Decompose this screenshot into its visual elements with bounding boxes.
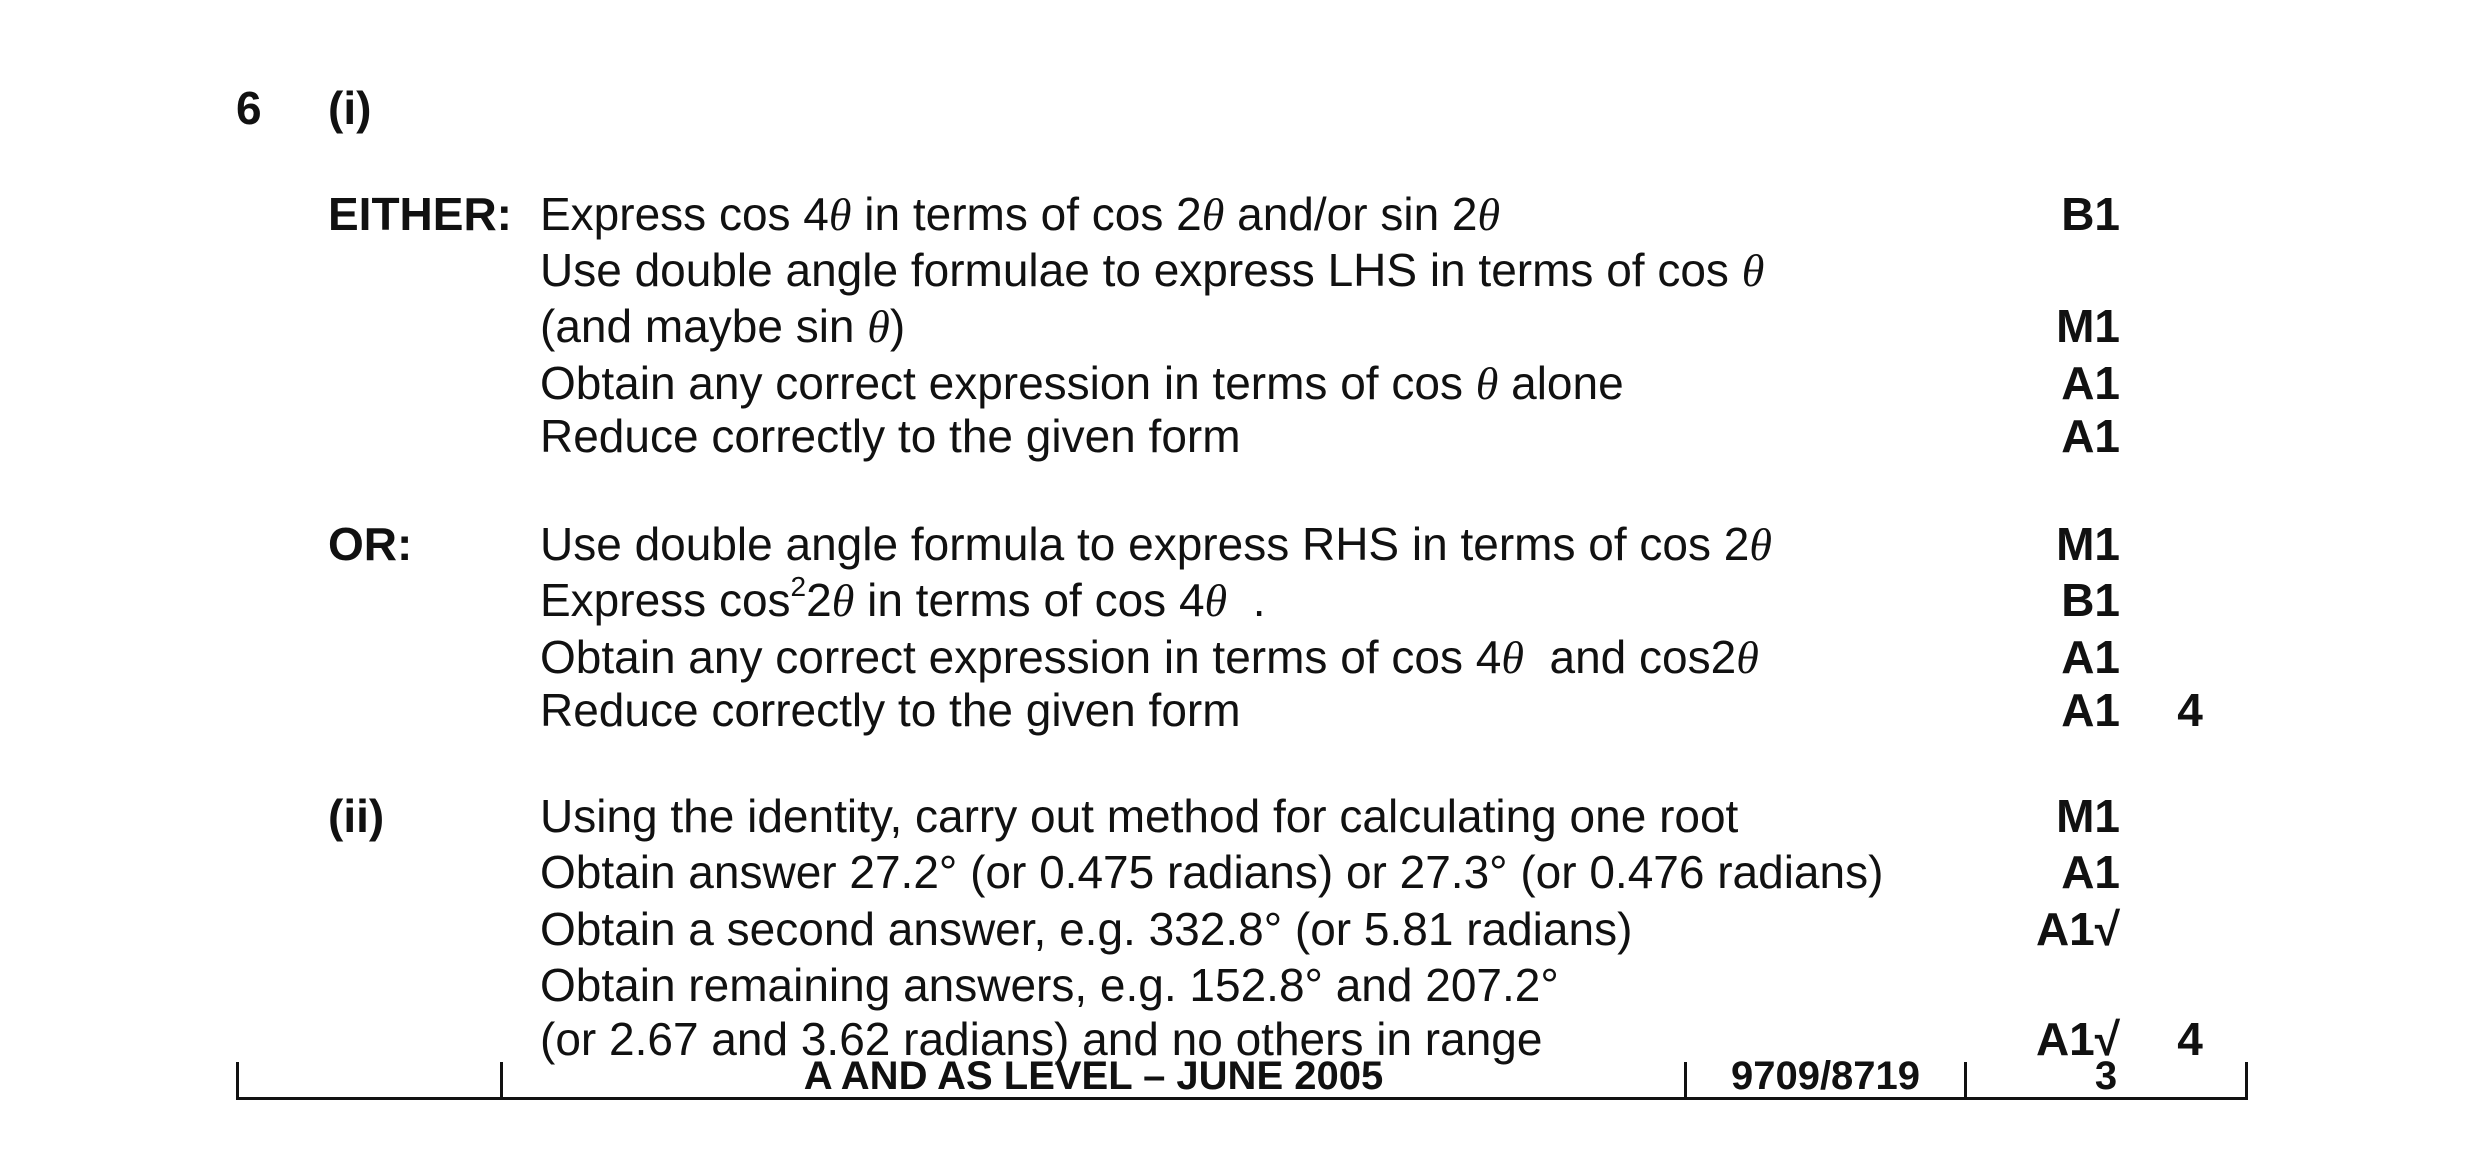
theta-symbol: θ [867, 301, 890, 352]
either-line-5: Reduce correctly to the given form [540, 410, 1241, 462]
mark-either-3: A1 [2061, 357, 2120, 409]
part-ii-total: 4 [2177, 1013, 2203, 1065]
theta-symbol: θ [1204, 575, 1228, 626]
theta-symbol: θ [1741, 245, 1765, 296]
footer-code: 9709/8719 [1730, 1054, 1921, 1098]
part-ii-line-4: Obtain remaining answers, e.g. 152.8° and 207.2° [540, 959, 1559, 1011]
part-ii-line-2: Obtain answer 27.2° (or 0.475 radians) or 27.3° (or 0.476 radians) [540, 846, 1884, 898]
either-line-3: (and maybe sin θ) [540, 300, 906, 352]
mark-ii-2: A1 [2061, 846, 2120, 898]
theta-symbol: θ [1736, 632, 1759, 683]
mark-either-4: A1 [2061, 410, 2120, 462]
theta-symbol: θ [1501, 632, 1524, 683]
mark-ii-3: A1√ [2035, 903, 2120, 955]
mark-ii-4: A1√ [2035, 1013, 2120, 1065]
footer-page: 3 [2094, 1054, 2118, 1098]
either-line-4: Obtain any correct expression in terms of cos θ alone [540, 357, 1624, 409]
part-ii-line-3: Obtain a second answer, e.g. 332.8° (or 5.81 radians) [540, 903, 1633, 955]
or-line-2: Express $\cos^22\theta$ in terms of cos 4θ . [540, 570, 1266, 626]
question-number: 6 [236, 82, 262, 134]
part-ii-label: (ii) [328, 790, 385, 842]
mark-either-1: B1 [2061, 188, 2120, 240]
part-i-total: 4 [2177, 684, 2203, 736]
theta-symbol: θ [1749, 519, 1772, 570]
theta-symbol: θ [1477, 189, 1501, 240]
part-ii-line-1: Using the identity, carry out method for calculating one root [540, 790, 1739, 842]
part-i-label: (i) [328, 82, 372, 134]
or-label: OR: [328, 518, 413, 570]
either-line-2: Use double angle formulae to express LHS in terms of cos θ [540, 244, 1765, 296]
mark-or-2: B1 [2061, 574, 2120, 626]
theta-symbol: θ [1201, 189, 1225, 240]
mark-ii-1: M1 [2056, 790, 2120, 842]
mark-or-3: A1 [2061, 631, 2120, 683]
or-line-4: Reduce correctly to the given form [540, 684, 1241, 736]
mark-either-2: M1 [2056, 300, 2120, 352]
either-line-1: Express cos 4θ in terms of cos 2θ and/or sin 2θ [540, 188, 1501, 240]
mark-or-1: M1 [2056, 518, 2120, 570]
theta-symbol: θ [828, 189, 852, 240]
part-ii-line-5: (or 2.67 and 3.62 radians) and no others in range [540, 1013, 1543, 1065]
footer-divider [2245, 1062, 2248, 1100]
mark-or-4: A1 [2061, 684, 2120, 736]
or-line-3: Obtain any correct expression in terms of cos 4θ and cos2θ [540, 631, 1759, 683]
footer-title: A AND AS LEVEL – JUNE 2005 [803, 1054, 1384, 1098]
either-label: EITHER: [328, 188, 512, 240]
theta-symbol: θ [1475, 358, 1499, 409]
footer-divider [236, 1062, 239, 1100]
or-line-1: Use double angle formula to express RHS in terms of cos 2θ [540, 518, 1772, 570]
theta-symbol: θ [831, 575, 855, 626]
